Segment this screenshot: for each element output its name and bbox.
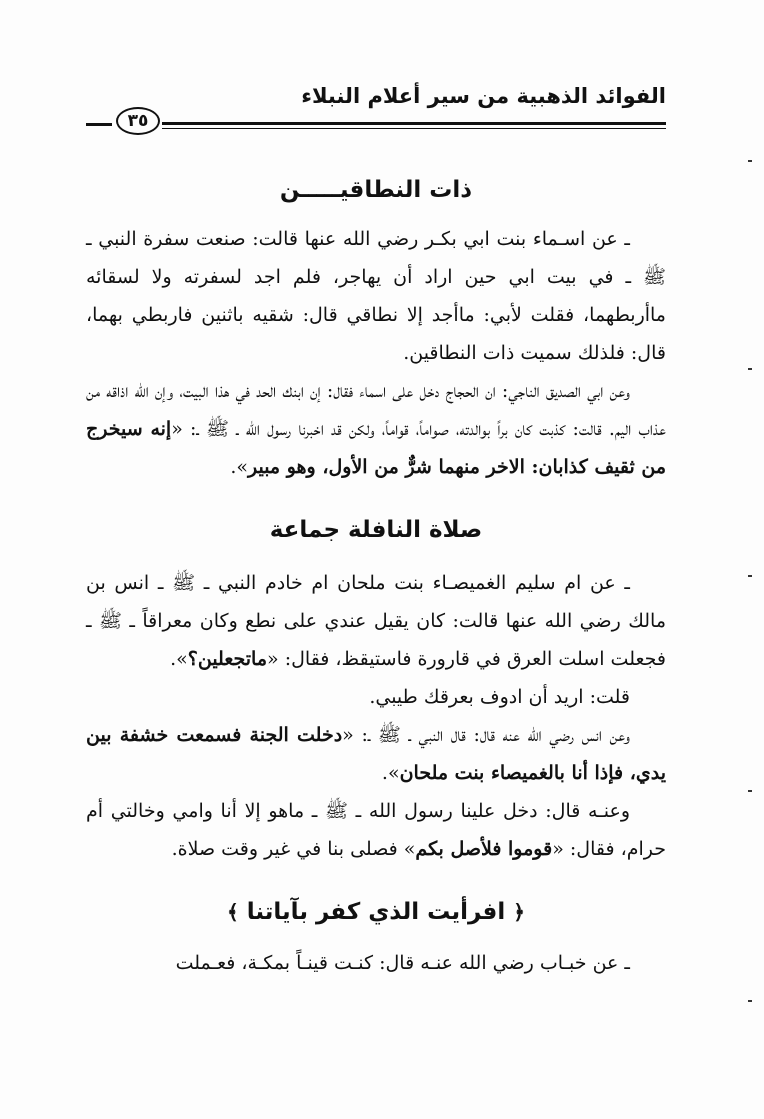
paragraph-text: وعن انس رضي الله عنه قال: قال النبي ـ ﷺ ـ: « — [342, 724, 630, 746]
ornament-bracket-left: ﴾ — [227, 900, 239, 924]
header-rule-thin — [162, 128, 666, 129]
page-number: ٣٥ — [116, 107, 160, 135]
section-title-quranic-verse — [86, 892, 666, 932]
section-title-dhat-alnitaqayn: ذات النطاقيـــــن — [279, 177, 473, 203]
paragraph — [86, 678, 666, 716]
page-header — [86, 84, 666, 134]
paragraph — [86, 792, 666, 868]
header-rule-left — [86, 123, 112, 126]
paragraph-text: ». — [170, 648, 188, 670]
paragraph-text: ـ عن اسـماء بنت ابي بكـر رضي الله عنها قالت: صنعت سفرة النبي ـ ﷺ ـ في بيت ابي حين اراد أن يهاجر، فلم اجد لسفرته ولا لسقائه ماأربطهما، فقلت لأبي: ماأجد إلا نطاقي قال: شقيه باثنين فاربطي بهما، قال: فلذلك سميت ذات النطاقين. — [86, 228, 666, 364]
paragraph-text: ». — [230, 456, 248, 478]
margin-mark — [748, 368, 752, 370]
paragraph — [86, 716, 666, 792]
margin-mark — [748, 575, 752, 577]
margin-mark — [748, 160, 752, 162]
paragraph — [86, 372, 666, 486]
hadith-quote: ماتجعلين؟ — [187, 648, 268, 670]
paragraph-text: ـ عن ام سليم الغميصـاء بنت ملحان ام خادم النبي ـ ﷺ ـ انس بن مالك رضي الله عنها قالت: كان يقيل عندي على نطع وكان معراقاً ـ ﷺ ـ فجعلت اسلت العرق في قارورة فاستيقظ، فقال: « — [86, 572, 666, 670]
paragraph-text: ـ عن خبـاب رضي الله عنـه قال: كنـت قينـاً بمكـة، فعـملت — [175, 952, 630, 974]
running-title: الفوائد الذهبية من سير أعلام النبلاء — [301, 84, 666, 108]
header-rule-thick — [162, 122, 666, 125]
margin-mark — [748, 1000, 752, 1002]
paragraph — [86, 564, 666, 678]
hadith-quote: إنه سيخرج من ثقيف كذابان: الاخر منهما شرٌّ من الأول، وهو مبير — [86, 418, 666, 478]
paragraph — [86, 220, 666, 372]
paragraph-text: قلت: اريد أن ادوف بعرقك طيبي. — [369, 686, 630, 708]
paragraph-text: ». — [381, 762, 400, 784]
paragraph — [86, 944, 666, 982]
margin-mark — [748, 790, 752, 792]
paragraph-text: وعن ابي الصديق الناجي: ان الحجاج دخل على اسماء فقال: إن ابنك الحد في هذا البيت، وإن الله اذاقه من عذاب اليم. قالت: كذبت كان براً بوالدته، صواماً، قواماً، ولكن قد اخبرنا رسول الله ـ ﷺ ـ: « — [86, 380, 666, 440]
hadith-quote: دخلت الجنة فسمعت خشفة بين يدي، فإذا أنا بالغميصاء بنت ملحان — [86, 724, 666, 784]
ornament-bracket-right: ﴿ — [513, 900, 525, 924]
section-title-nafila-prayer: صلاة النافلة جماعة — [269, 517, 483, 543]
paragraph-text: » فصلى بنا في غير وقت صلاة. — [171, 838, 416, 860]
section-title-text: افرأيت الذي كفر بآياتنا — [246, 899, 506, 925]
page-content — [86, 170, 666, 982]
hadith-quote: قوموا فلأصل بكم — [415, 838, 553, 860]
paragraph-text: وعنـه قال: دخل علينا رسول الله ـ ﷺ ـ ماهو إلا أنا وامي وخالتي أم حرام، فقال: « — [86, 800, 666, 860]
